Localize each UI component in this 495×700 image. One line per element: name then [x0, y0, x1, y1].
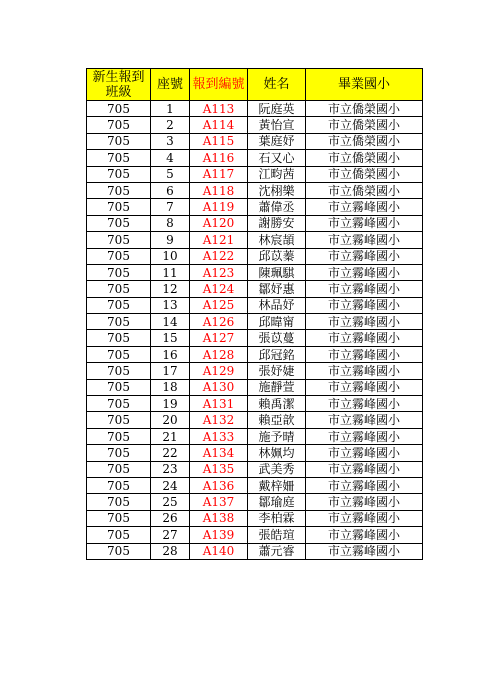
cell-reg-no: A119 — [190, 199, 248, 215]
cell-seat: 11 — [151, 264, 190, 280]
cell-name: 張皓瑄 — [248, 527, 306, 543]
cell-school: 市立僑榮國小 — [306, 117, 423, 133]
cell-school: 市立霧峰國小 — [306, 281, 423, 297]
cell-class: 705 — [87, 428, 151, 444]
cell-class: 705 — [87, 248, 151, 264]
cell-name: 石又心 — [248, 150, 306, 166]
cell-name: 林姵均 — [248, 445, 306, 461]
table-row — [87, 314, 423, 330]
cell-name: 陳珮騏 — [248, 264, 306, 280]
cell-reg-no: A135 — [190, 461, 248, 477]
cell-seat: 27 — [151, 527, 190, 543]
cell-seat: 18 — [151, 379, 190, 395]
cell-school: 市立霧峰國小 — [306, 330, 423, 346]
cell-reg-no: A128 — [190, 346, 248, 362]
table-row — [87, 445, 423, 461]
cell-seat: 16 — [151, 346, 190, 362]
cell-reg-no: A131 — [190, 396, 248, 412]
cell-name: 施靜萱 — [248, 379, 306, 395]
cell-name: 謝勝安 — [248, 215, 306, 231]
cell-name: 葉庭妤 — [248, 133, 306, 149]
cell-school: 市立霧峰國小 — [306, 510, 423, 526]
cell-reg-no: A140 — [190, 543, 248, 559]
cell-school: 市立霧峰國小 — [306, 346, 423, 362]
cell-name: 李柏霖 — [248, 510, 306, 526]
cell-seat: 20 — [151, 412, 190, 428]
cell-school: 市立霧峰國小 — [306, 412, 423, 428]
cell-class: 705 — [87, 396, 151, 412]
table-row — [87, 330, 423, 346]
cell-class: 705 — [87, 150, 151, 166]
cell-reg-no: A124 — [190, 281, 248, 297]
cell-reg-no: A137 — [190, 494, 248, 510]
header-class — [87, 69, 151, 101]
cell-seat: 10 — [151, 248, 190, 264]
table-row — [87, 166, 423, 182]
header-school: 畢業國小 — [306, 69, 423, 101]
cell-name: 邱暐甯 — [248, 314, 306, 330]
cell-reg-no: A116 — [190, 150, 248, 166]
cell-class: 705 — [87, 461, 151, 477]
cell-reg-no: A134 — [190, 445, 248, 461]
cell-class: 705 — [87, 346, 151, 362]
cell-school: 市立霧峰國小 — [306, 248, 423, 264]
cell-school: 市立霧峰國小 — [306, 461, 423, 477]
cell-school: 市立僑榮國小 — [306, 101, 423, 117]
cell-class: 705 — [87, 445, 151, 461]
table-row — [87, 199, 423, 215]
cell-name: 武美秀 — [248, 461, 306, 477]
cell-seat: 25 — [151, 494, 190, 510]
cell-class: 705 — [87, 281, 151, 297]
cell-name: 賴禹潔 — [248, 396, 306, 412]
cell-school: 市立霧峰國小 — [306, 314, 423, 330]
cell-seat: 3 — [151, 133, 190, 149]
cell-reg-no: A115 — [190, 133, 248, 149]
cell-class: 705 — [87, 412, 151, 428]
cell-reg-no: A114 — [190, 117, 248, 133]
cell-name: 江畇茜 — [248, 166, 306, 182]
cell-reg-no: A123 — [190, 264, 248, 280]
cell-class: 705 — [87, 101, 151, 117]
cell-school: 市立霧峰國小 — [306, 264, 423, 280]
cell-class: 705 — [87, 330, 151, 346]
table-row — [87, 281, 423, 297]
header-name: 姓名 — [248, 69, 306, 101]
cell-seat: 1 — [151, 101, 190, 117]
cell-seat: 7 — [151, 199, 190, 215]
cell-class: 705 — [87, 133, 151, 149]
table-body — [87, 101, 423, 560]
table-row — [87, 543, 423, 559]
cell-name: 沈栩樂 — [248, 182, 306, 198]
cell-reg-no: A130 — [190, 379, 248, 395]
cell-school: 市立霧峰國小 — [306, 527, 423, 543]
cell-name: 阮庭英 — [248, 101, 306, 117]
cell-seat: 22 — [151, 445, 190, 461]
cell-class: 705 — [87, 543, 151, 559]
cell-class: 705 — [87, 379, 151, 395]
cell-reg-no: A129 — [190, 363, 248, 379]
table-row — [87, 248, 423, 264]
cell-name: 林宸頡 — [248, 232, 306, 248]
cell-name: 蕭偉丞 — [248, 199, 306, 215]
table-row — [87, 477, 423, 493]
cell-seat: 8 — [151, 215, 190, 231]
cell-reg-no: A117 — [190, 166, 248, 182]
cell-seat: 28 — [151, 543, 190, 559]
cell-seat: 13 — [151, 297, 190, 313]
table-row — [87, 232, 423, 248]
cell-school: 市立霧峰國小 — [306, 363, 423, 379]
table-row — [87, 133, 423, 149]
cell-name: 邱苡蓁 — [248, 248, 306, 264]
table-row — [87, 264, 423, 280]
cell-class: 705 — [87, 264, 151, 280]
cell-name: 張妤婕 — [248, 363, 306, 379]
cell-seat: 6 — [151, 182, 190, 198]
table-row — [87, 510, 423, 526]
table-row — [87, 461, 423, 477]
cell-class: 705 — [87, 215, 151, 231]
cell-reg-no: A125 — [190, 297, 248, 313]
cell-name: 鄒瑜庭 — [248, 494, 306, 510]
cell-school: 市立霧峰國小 — [306, 215, 423, 231]
cell-reg-no: A139 — [190, 527, 248, 543]
cell-reg-no: A122 — [190, 248, 248, 264]
cell-class: 705 — [87, 297, 151, 313]
cell-name: 林品妤 — [248, 297, 306, 313]
header-reg-no: 報到編號 — [190, 69, 248, 101]
cell-reg-no: A127 — [190, 330, 248, 346]
cell-name: 邱冠銘 — [248, 346, 306, 362]
cell-seat: 26 — [151, 510, 190, 526]
cell-class: 705 — [87, 363, 151, 379]
table-row — [87, 182, 423, 198]
cell-name: 施予晴 — [248, 428, 306, 444]
cell-reg-no: A121 — [190, 232, 248, 248]
cell-school: 市立僑榮國小 — [306, 182, 423, 198]
cell-name: 鄒妤惠 — [248, 281, 306, 297]
cell-reg-no: A136 — [190, 477, 248, 493]
cell-school: 市立霧峰國小 — [306, 543, 423, 559]
cell-seat: 19 — [151, 396, 190, 412]
table-row — [87, 494, 423, 510]
cell-name: 賴亞歆 — [248, 412, 306, 428]
header-seat: 座號 — [151, 69, 190, 101]
cell-seat: 24 — [151, 477, 190, 493]
student-roster-table — [86, 68, 423, 560]
table-row — [87, 379, 423, 395]
cell-class: 705 — [87, 166, 151, 182]
cell-seat: 5 — [151, 166, 190, 182]
cell-school: 市立霧峰國小 — [306, 396, 423, 412]
cell-school: 市立僑榮國小 — [306, 133, 423, 149]
cell-seat: 15 — [151, 330, 190, 346]
cell-seat: 17 — [151, 363, 190, 379]
cell-school: 市立霧峰國小 — [306, 199, 423, 215]
table-header — [87, 69, 423, 101]
table-row — [87, 363, 423, 379]
cell-seat: 23 — [151, 461, 190, 477]
table-row — [87, 346, 423, 362]
cell-school: 市立霧峰國小 — [306, 428, 423, 444]
table-row — [87, 527, 423, 543]
cell-class: 705 — [87, 314, 151, 330]
cell-name: 蕭元睿 — [248, 543, 306, 559]
cell-name: 黃怡宣 — [248, 117, 306, 133]
cell-class: 705 — [87, 477, 151, 493]
cell-school: 市立僑榮國小 — [306, 150, 423, 166]
table-row — [87, 428, 423, 444]
cell-class: 705 — [87, 182, 151, 198]
cell-school: 市立霧峰國小 — [306, 297, 423, 313]
header-class-line1: 新生報到 — [92, 69, 145, 85]
cell-seat: 9 — [151, 232, 190, 248]
cell-name: 張苡蔓 — [248, 330, 306, 346]
cell-reg-no: A118 — [190, 182, 248, 198]
table-row — [87, 412, 423, 428]
table-row — [87, 215, 423, 231]
cell-class: 705 — [87, 117, 151, 133]
cell-class: 705 — [87, 510, 151, 526]
table-row — [87, 297, 423, 313]
cell-seat: 14 — [151, 314, 190, 330]
cell-class: 705 — [87, 232, 151, 248]
cell-name: 戴梓姍 — [248, 477, 306, 493]
header-row — [87, 69, 423, 101]
cell-school: 市立僑榮國小 — [306, 166, 423, 182]
cell-school: 市立霧峰國小 — [306, 232, 423, 248]
cell-seat: 12 — [151, 281, 190, 297]
cell-class: 705 — [87, 527, 151, 543]
cell-seat: 4 — [151, 150, 190, 166]
cell-reg-no: A132 — [190, 412, 248, 428]
cell-seat: 2 — [151, 117, 190, 133]
cell-reg-no: A138 — [190, 510, 248, 526]
cell-class: 705 — [87, 199, 151, 215]
cell-school: 市立霧峰國小 — [306, 494, 423, 510]
cell-reg-no: A113 — [190, 101, 248, 117]
cell-reg-no: A126 — [190, 314, 248, 330]
table-row — [87, 396, 423, 412]
cell-reg-no: A120 — [190, 215, 248, 231]
table-row — [87, 101, 423, 117]
table-row — [87, 117, 423, 133]
cell-reg-no: A133 — [190, 428, 248, 444]
cell-school: 市立霧峰國小 — [306, 379, 423, 395]
cell-school: 市立霧峰國小 — [306, 477, 423, 493]
cell-seat: 21 — [151, 428, 190, 444]
cell-class: 705 — [87, 494, 151, 510]
table-row — [87, 150, 423, 166]
cell-school: 市立霧峰國小 — [306, 445, 423, 461]
header-class-line2: 班級 — [105, 84, 132, 100]
